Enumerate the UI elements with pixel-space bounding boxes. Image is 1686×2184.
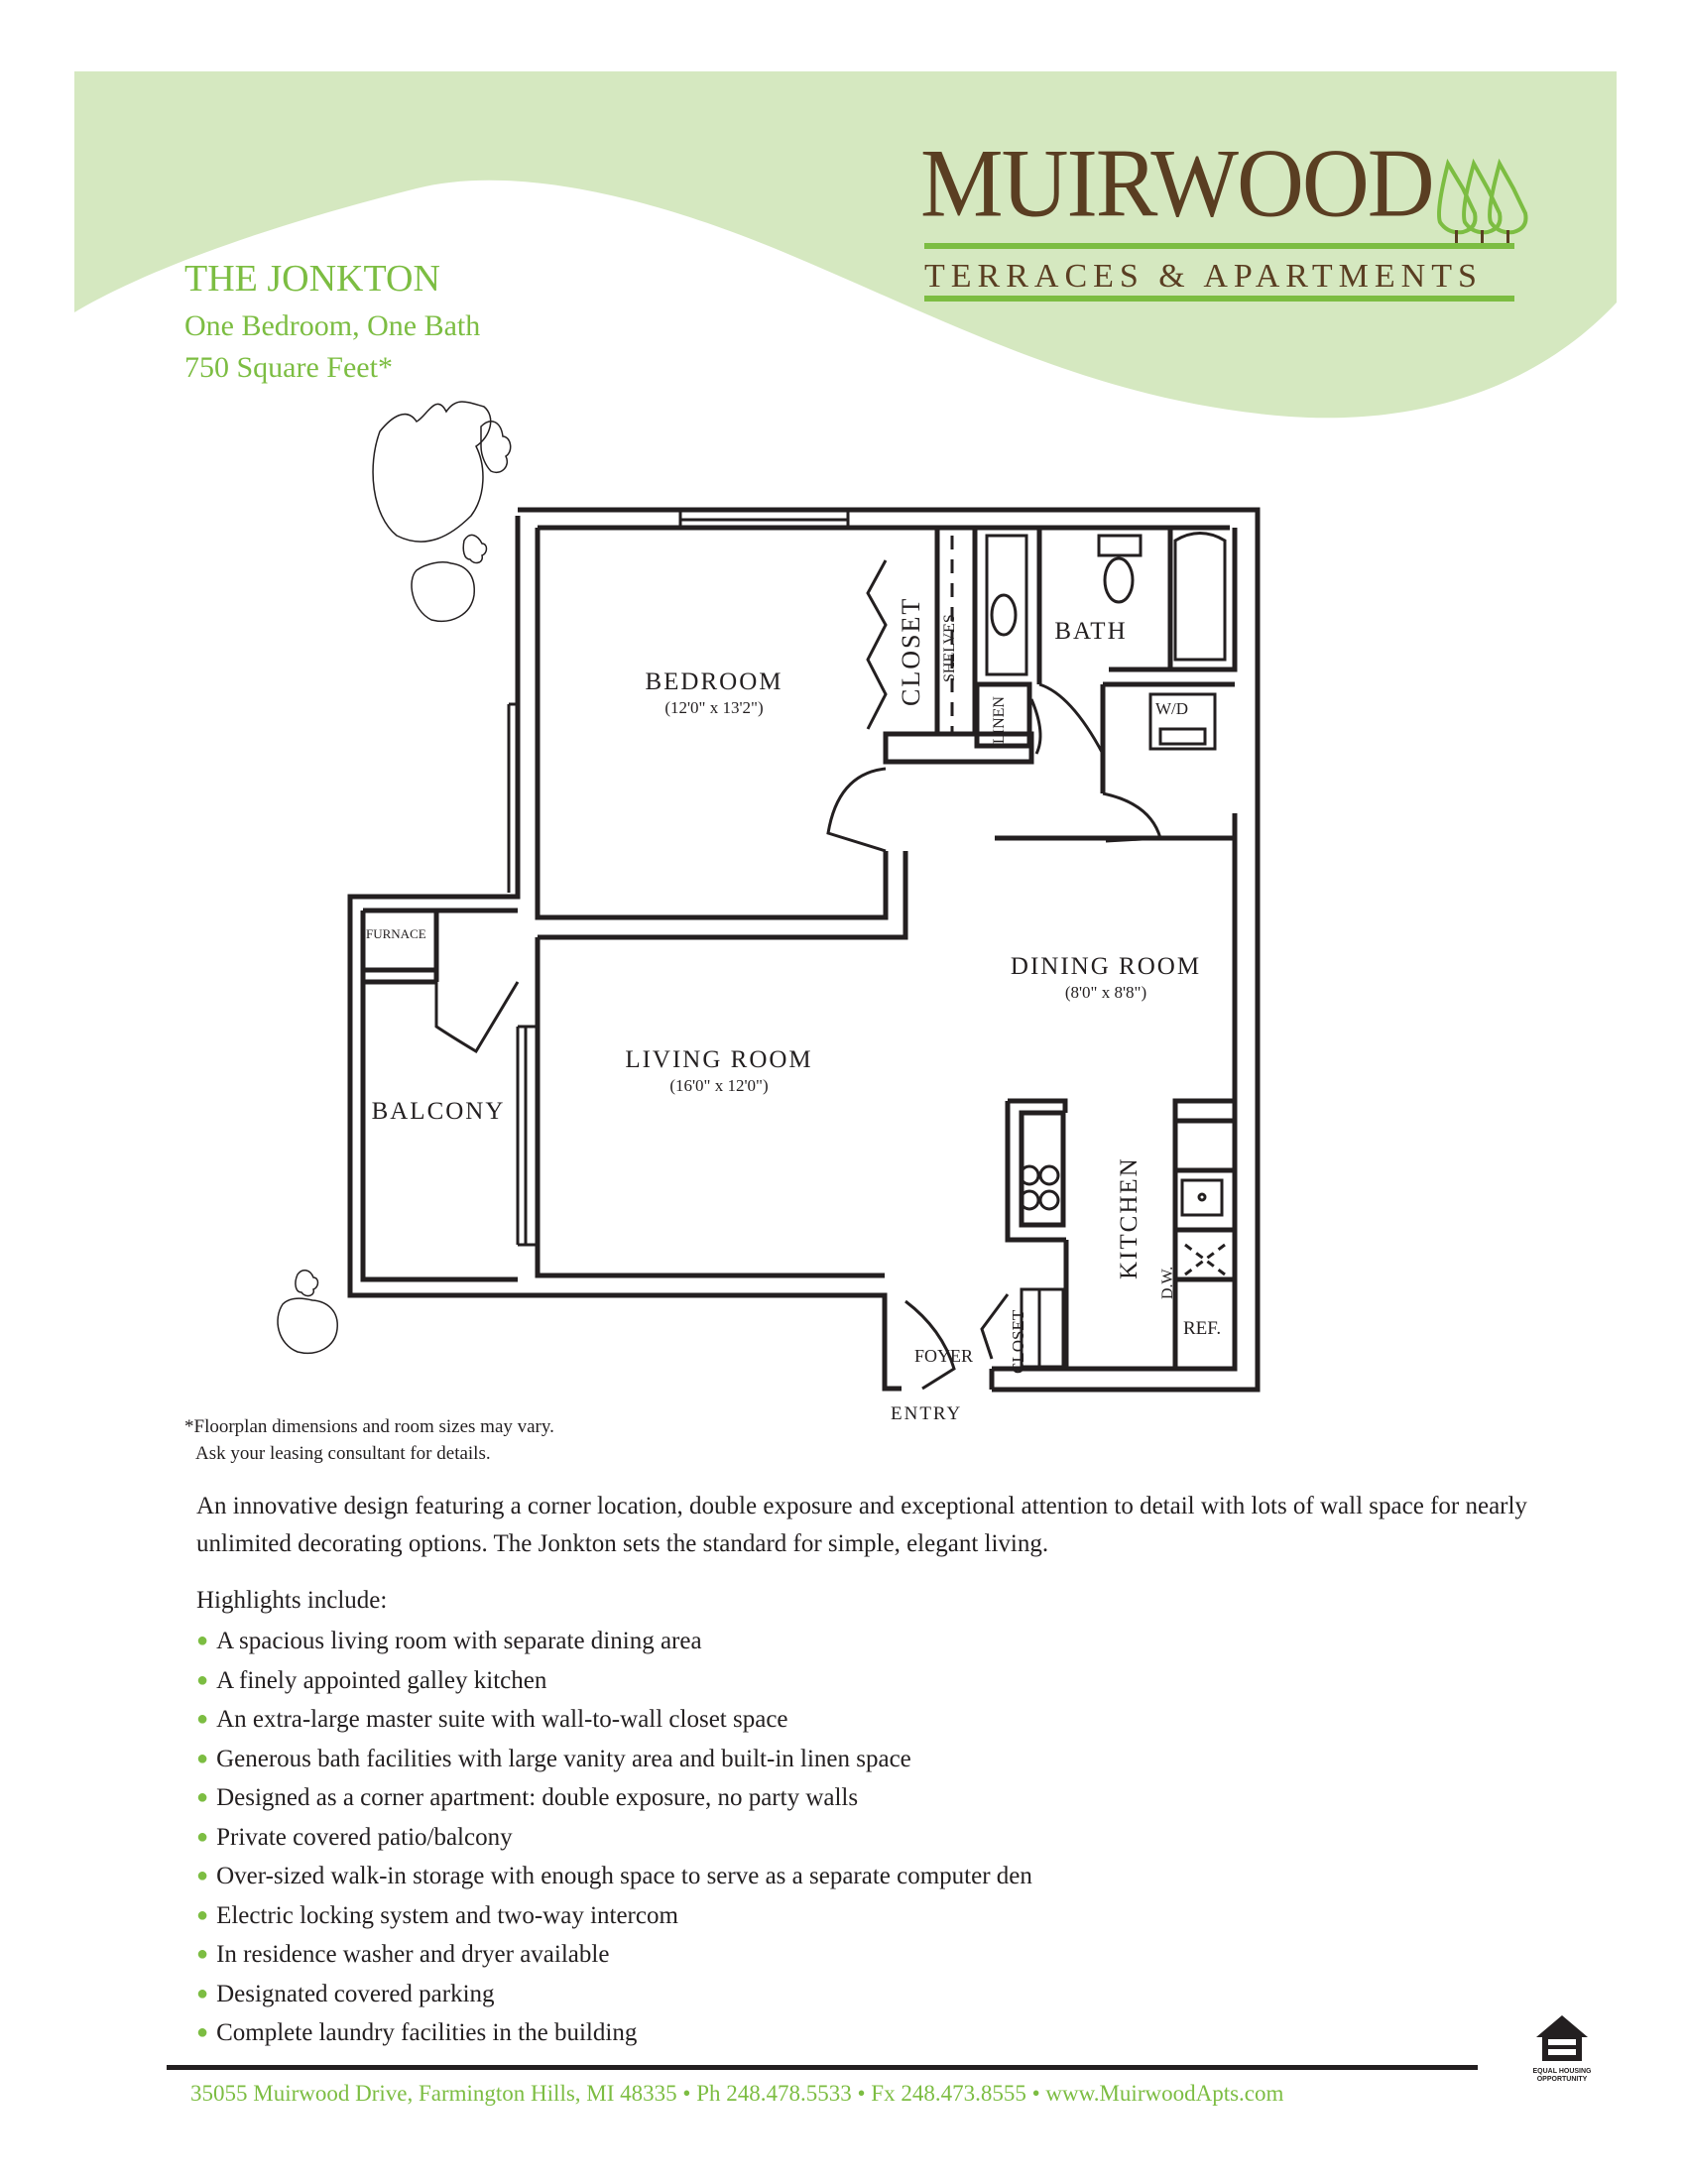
bullet-icon: ● — [196, 1865, 209, 1886]
bullet-icon: ● — [196, 1668, 209, 1691]
room-dims-bedroom: (12'0" x 13'2") — [664, 698, 764, 717]
list-item: ● A finely appointed galley kitchen — [196, 1666, 547, 1694]
bullet-icon: ● — [196, 1708, 209, 1730]
eho-label-1: EQUAL HOUSING — [1532, 2068, 1592, 2075]
fixture-label-furnace: FURNACE — [366, 926, 426, 941]
bullet-icon: ● — [196, 1943, 209, 1965]
list-item: ● Generous bath facilities with large vanity area and built-in linen space — [196, 1745, 911, 1772]
fixture-label-closet-foyer: CLOSET — [1009, 1309, 1027, 1374]
plan-title: THE JONKTON — [184, 258, 440, 300]
list-item: ● An extra-large master suite with wall-to-wall closet space — [196, 1706, 788, 1733]
description-paragraph: An innovative design featuring a corner location, double exposure and exceptional attention to detail with lots of wall space for nearly unlimited decorating options. The Jonkton sets the standard for simple, elegant living. — [196, 1493, 1527, 1557]
bullet-icon: ● — [196, 1825, 209, 1848]
room-label-living-room: LIVING ROOM — [625, 1046, 813, 1073]
fixture-label-refrigerator: REF. — [1183, 1318, 1222, 1339]
list-item: ● In residence washer and dryer available — [196, 1941, 610, 1968]
fixture-label-foyer: FOYER — [914, 1346, 974, 1366]
list-item: ● Over-sized walk-in storage with enough space to serve as a separate computer den — [196, 1863, 1032, 1889]
plan-area: 750 Square Feet* — [184, 351, 393, 384]
fixture-label-entry: ENTRY — [891, 1403, 963, 1424]
bullet-icon: ● — [196, 2021, 209, 2043]
room-label-kitchen: KITCHEN — [1116, 1156, 1143, 1279]
list-item: ● A spacious living room with separate dining area — [196, 1628, 702, 1654]
room-dims-dining-room: (8'0" x 8'8") — [1064, 983, 1147, 1002]
disclaimer-line-2: Ask your leasing consultant for details. — [195, 1443, 491, 1464]
bullet-icon: ● — [196, 1903, 209, 1926]
fixture-label-dishwasher: D.W. — [1159, 1266, 1176, 1299]
fixture-label-linen: LINEN — [991, 696, 1008, 744]
equal-housing-icon — [1534, 2013, 1590, 2063]
equal-housing-logo — [1527, 2013, 1597, 2083]
room-label-dining-room: DINING ROOM — [1010, 953, 1202, 980]
fixture-label-closet-bedroom: CLOSET — [897, 596, 925, 706]
bullet-icon: ● — [196, 1982, 209, 2004]
list-item: ● Private covered patio/balcony — [196, 1823, 513, 1851]
fixture-label-washer-dryer: W/D — [1155, 699, 1189, 718]
list-item: ● Electric locking system and two-way intercom — [196, 1901, 678, 1929]
eho-label-2: OPPORTUNITY — [1536, 2075, 1588, 2083]
list-item: ● Designed as a corner apartment: double exposure, no party walls — [196, 1784, 859, 1811]
shrub-icons — [278, 402, 511, 1353]
footer-contact: 35055 Muirwood Drive, Farmington Hills, MI 48335 • Ph 248.478.5533 • Fx 248.473.8555 • www.MuirwoodApts.com — [190, 2081, 1284, 2106]
disclaimer-line-1: *Floorplan dimensions and room sizes may vary. — [184, 1416, 554, 1437]
highlights-list — [196, 1623, 1032, 2054]
list-item: ● Designated covered parking — [196, 1980, 495, 2007]
fixture-label-shelves: SHELVES — [941, 614, 958, 682]
highlights-heading: Highlights include: — [196, 1587, 388, 1614]
bullet-icon: ● — [196, 1786, 209, 1808]
bullet-icon: ● — [196, 1747, 209, 1769]
bullet-icon: ● — [196, 1630, 209, 1651]
list-item: ● Complete laundry facilities in the building — [196, 2019, 638, 2046]
room-dims-living-room: (16'0" x 12'0") — [669, 1076, 769, 1095]
brand-logo-wordmark: MUIRWOOD — [920, 129, 1433, 238]
brand-logo-tagline: TERRACES & APARTMENTS — [924, 258, 1483, 295]
footer-divider — [167, 2065, 1478, 2070]
room-label-bedroom: BEDROOM — [645, 668, 783, 695]
plan-bed-bath: One Bedroom, One Bath — [184, 309, 481, 342]
room-label-balcony: BALCONY — [371, 1098, 506, 1125]
room-label-bath: BATH — [1054, 618, 1128, 645]
